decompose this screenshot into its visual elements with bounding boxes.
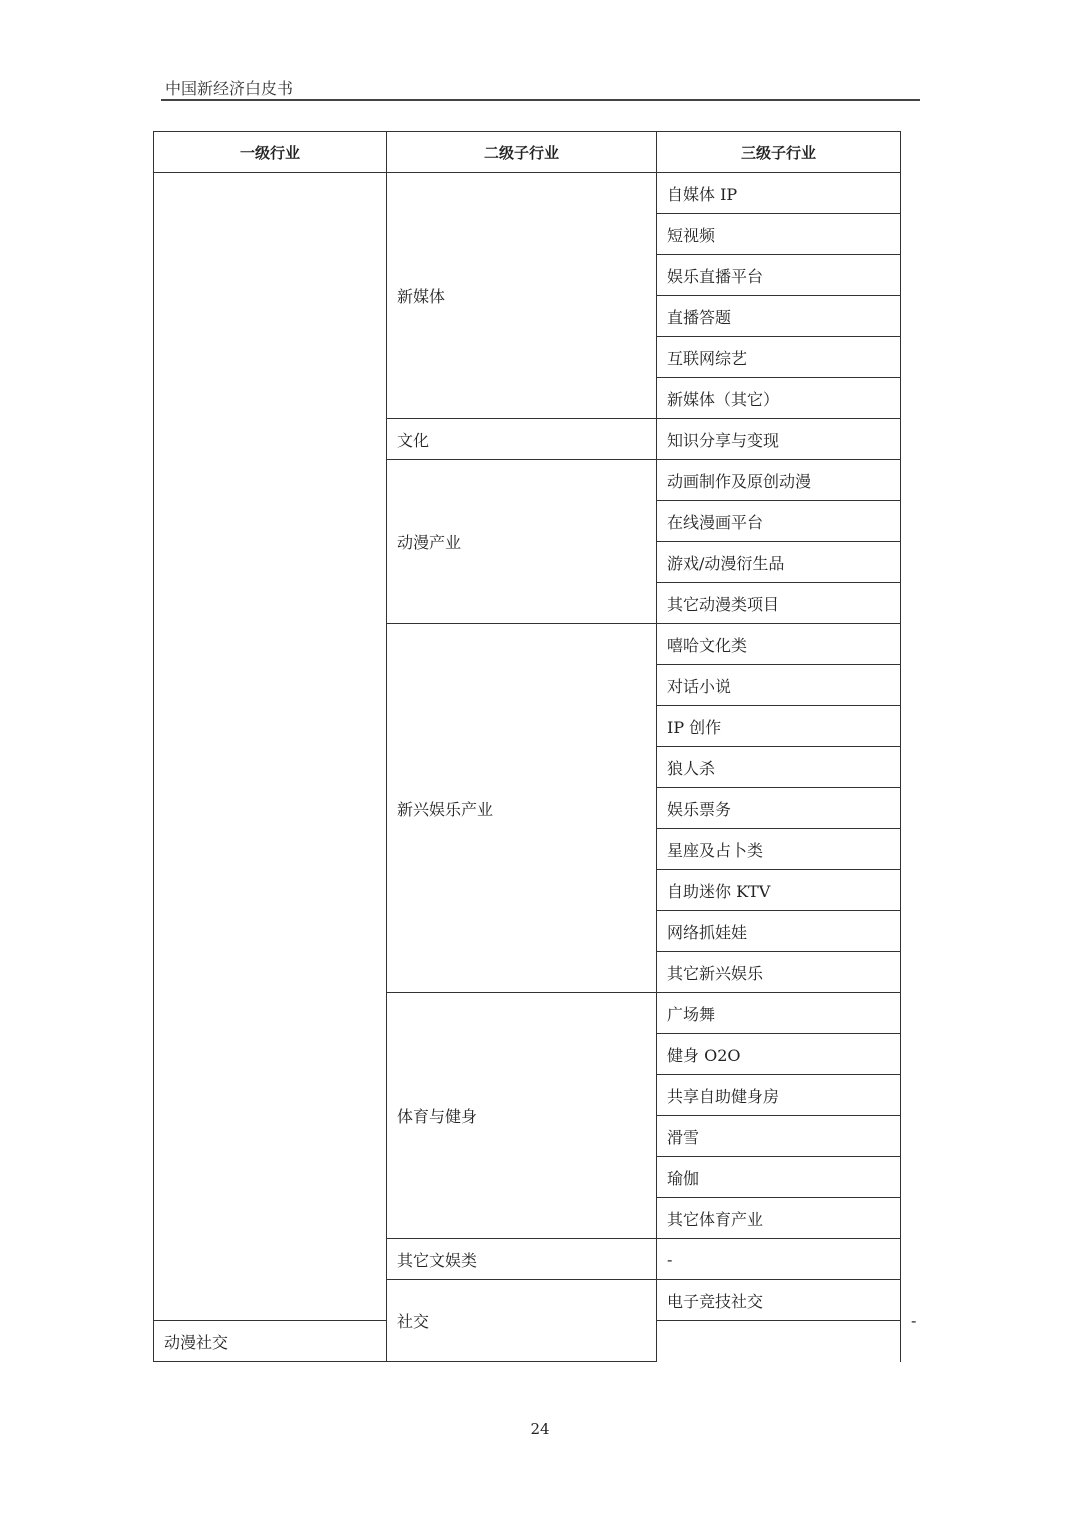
level3-cell: 自助迷你 KTV: [657, 870, 901, 911]
level3-cell: 互联网综艺: [657, 337, 901, 378]
level3-cell: 广场舞: [657, 993, 901, 1034]
column-header-level2: 二级子行业: [387, 132, 657, 173]
level3-cell: -: [657, 1239, 901, 1280]
table-row: 社交 电子竞技社交 -: [154, 1280, 901, 1321]
level3-cell: 在线漫画平台: [657, 501, 901, 542]
page-number: 24: [530, 1420, 550, 1438]
level3-cell: 滑雪: [657, 1116, 901, 1157]
level3-cell: 新媒体（其它）: [657, 378, 901, 419]
column-header-level1: 一级行业: [154, 132, 387, 173]
level3-cell: IP 创作: [657, 706, 901, 747]
level3-cell: 狼人杀: [657, 747, 901, 788]
table-header-row: [154, 132, 901, 173]
level2-cell: 动漫产业: [387, 460, 657, 624]
level3-cell: 娱乐直播平台: [657, 255, 901, 296]
level3-cell: 星座及占卜类: [657, 829, 901, 870]
level2-cell: 新媒体: [387, 173, 657, 419]
level3-cell: 瑜伽: [657, 1157, 901, 1198]
level3-cell: 其它动漫类项目: [657, 583, 901, 624]
level1-cell: [154, 173, 387, 1321]
level2-cell: 文化: [387, 419, 657, 460]
level2-cell: 新兴娱乐产业: [387, 624, 657, 993]
level2-cell: 其它文娱类: [387, 1239, 657, 1280]
level2-cell: 体育与健身: [387, 993, 657, 1239]
level3-cell: 短视频: [657, 214, 901, 255]
table-row: [154, 173, 901, 214]
level3-cell: 其它体育产业: [657, 1198, 901, 1239]
level2-cell: 动漫社交: [154, 1321, 387, 1362]
level3-cell: 共享自助健身房: [657, 1075, 901, 1116]
document-header-title: 中国新经济白皮书: [165, 79, 294, 98]
industry-classification-table: [153, 131, 917, 1362]
level3-cell: 动画制作及原创动漫: [657, 460, 901, 501]
level3-cell: 知识分享与变现: [657, 419, 901, 460]
level3-cell: 自媒体 IP: [657, 173, 901, 214]
level3-cell: 直播答题: [657, 296, 901, 337]
level3-cell: 游戏/动漫衍生品: [657, 542, 901, 583]
level3-cell: 其它新兴娱乐: [657, 952, 901, 993]
level3-cell: 娱乐票务: [657, 788, 901, 829]
column-header-level3: 三级子行业: [657, 132, 901, 173]
level2-cell: 电子竞技社交: [657, 1280, 901, 1321]
header-divider: [161, 99, 920, 101]
level3-cell: 嘻哈文化类: [657, 624, 901, 665]
level3-cell: 对话小说: [657, 665, 901, 706]
level3-cell: 网络抓娃娃: [657, 911, 901, 952]
level3-cell: 健身 O2O: [657, 1034, 901, 1075]
level1-cell: 社交: [387, 1280, 657, 1362]
